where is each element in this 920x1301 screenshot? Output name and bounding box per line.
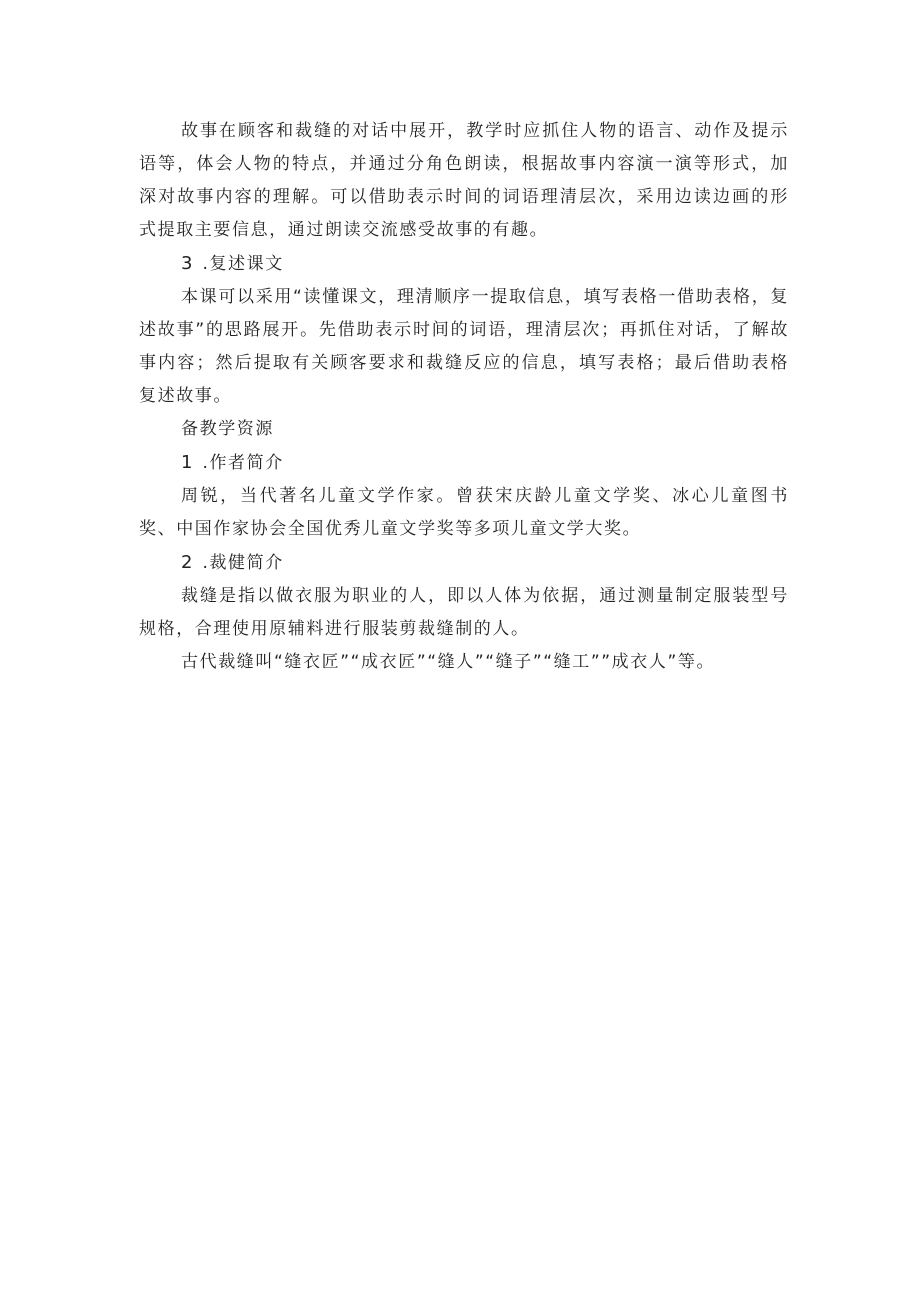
document-body (139, 115, 789, 679)
heading-tailor-intro (139, 546, 789, 580)
paragraph-text: 周锐，当代著名儿童文学作家。曾获宋庆龄儿童文学奖、冰心儿童图书奖、中国作家协会全国优秀儿童文学奖等多项儿童文学大奖。 (139, 486, 789, 539)
paragraph-text: 裁缝是指以做衣服为职业的人，即以人体为依据，通过测量制定服装型号规格，合理使用原辅料进行服装剪裁缝制的人。 (139, 586, 789, 639)
paragraph-text: 本课可以采用“读懂课文，理清顺序一提取信息，填写表格一借助表格，复述故事”的思路展开。先借助表示时间的词语，理清层次；再抓住对话，了解故事内容；然后提取有关顾客要求和裁缝反应的信息，填写表格；最后借助表格复述故事。 (139, 287, 789, 406)
heading-author-intro (139, 446, 789, 480)
heading-number: 1 (181, 452, 193, 473)
paragraph-tailor-definition (139, 580, 789, 646)
heading-number: 3 (181, 253, 193, 274)
paragraph-ancient-tailor-names (139, 646, 789, 679)
heading-text: .复述课文 (202, 254, 284, 274)
heading-teaching-resources (139, 413, 789, 446)
heading-text: .作者简介 (202, 453, 284, 473)
paragraph-story-teaching (139, 115, 789, 247)
heading-retell-text (139, 247, 789, 281)
paragraph-author (139, 480, 789, 546)
paragraph-text: 故事在顾客和裁缝的对话中展开，教学时应抓住人物的语言、动作及提示语等，体会人物的特点，并通过分角色朗读，根据故事内容演一演等形式，加深对故事内容的理解。可以借助表示时间的词语理清层次，采用边读边画的形式提取主要信息，通过朗读交流感受故事的有趣。 (139, 121, 789, 240)
paragraph-text: 古代裁缝叫“缝衣匠”“成衣匠”“缝人”“缝子”“缝工””成衣人”等。 (181, 652, 716, 672)
paragraph-retell-approach (139, 281, 789, 413)
heading-text: 备教学资源 (181, 419, 274, 439)
heading-text: .裁健简介 (202, 553, 284, 573)
heading-number: 2 (181, 552, 193, 573)
